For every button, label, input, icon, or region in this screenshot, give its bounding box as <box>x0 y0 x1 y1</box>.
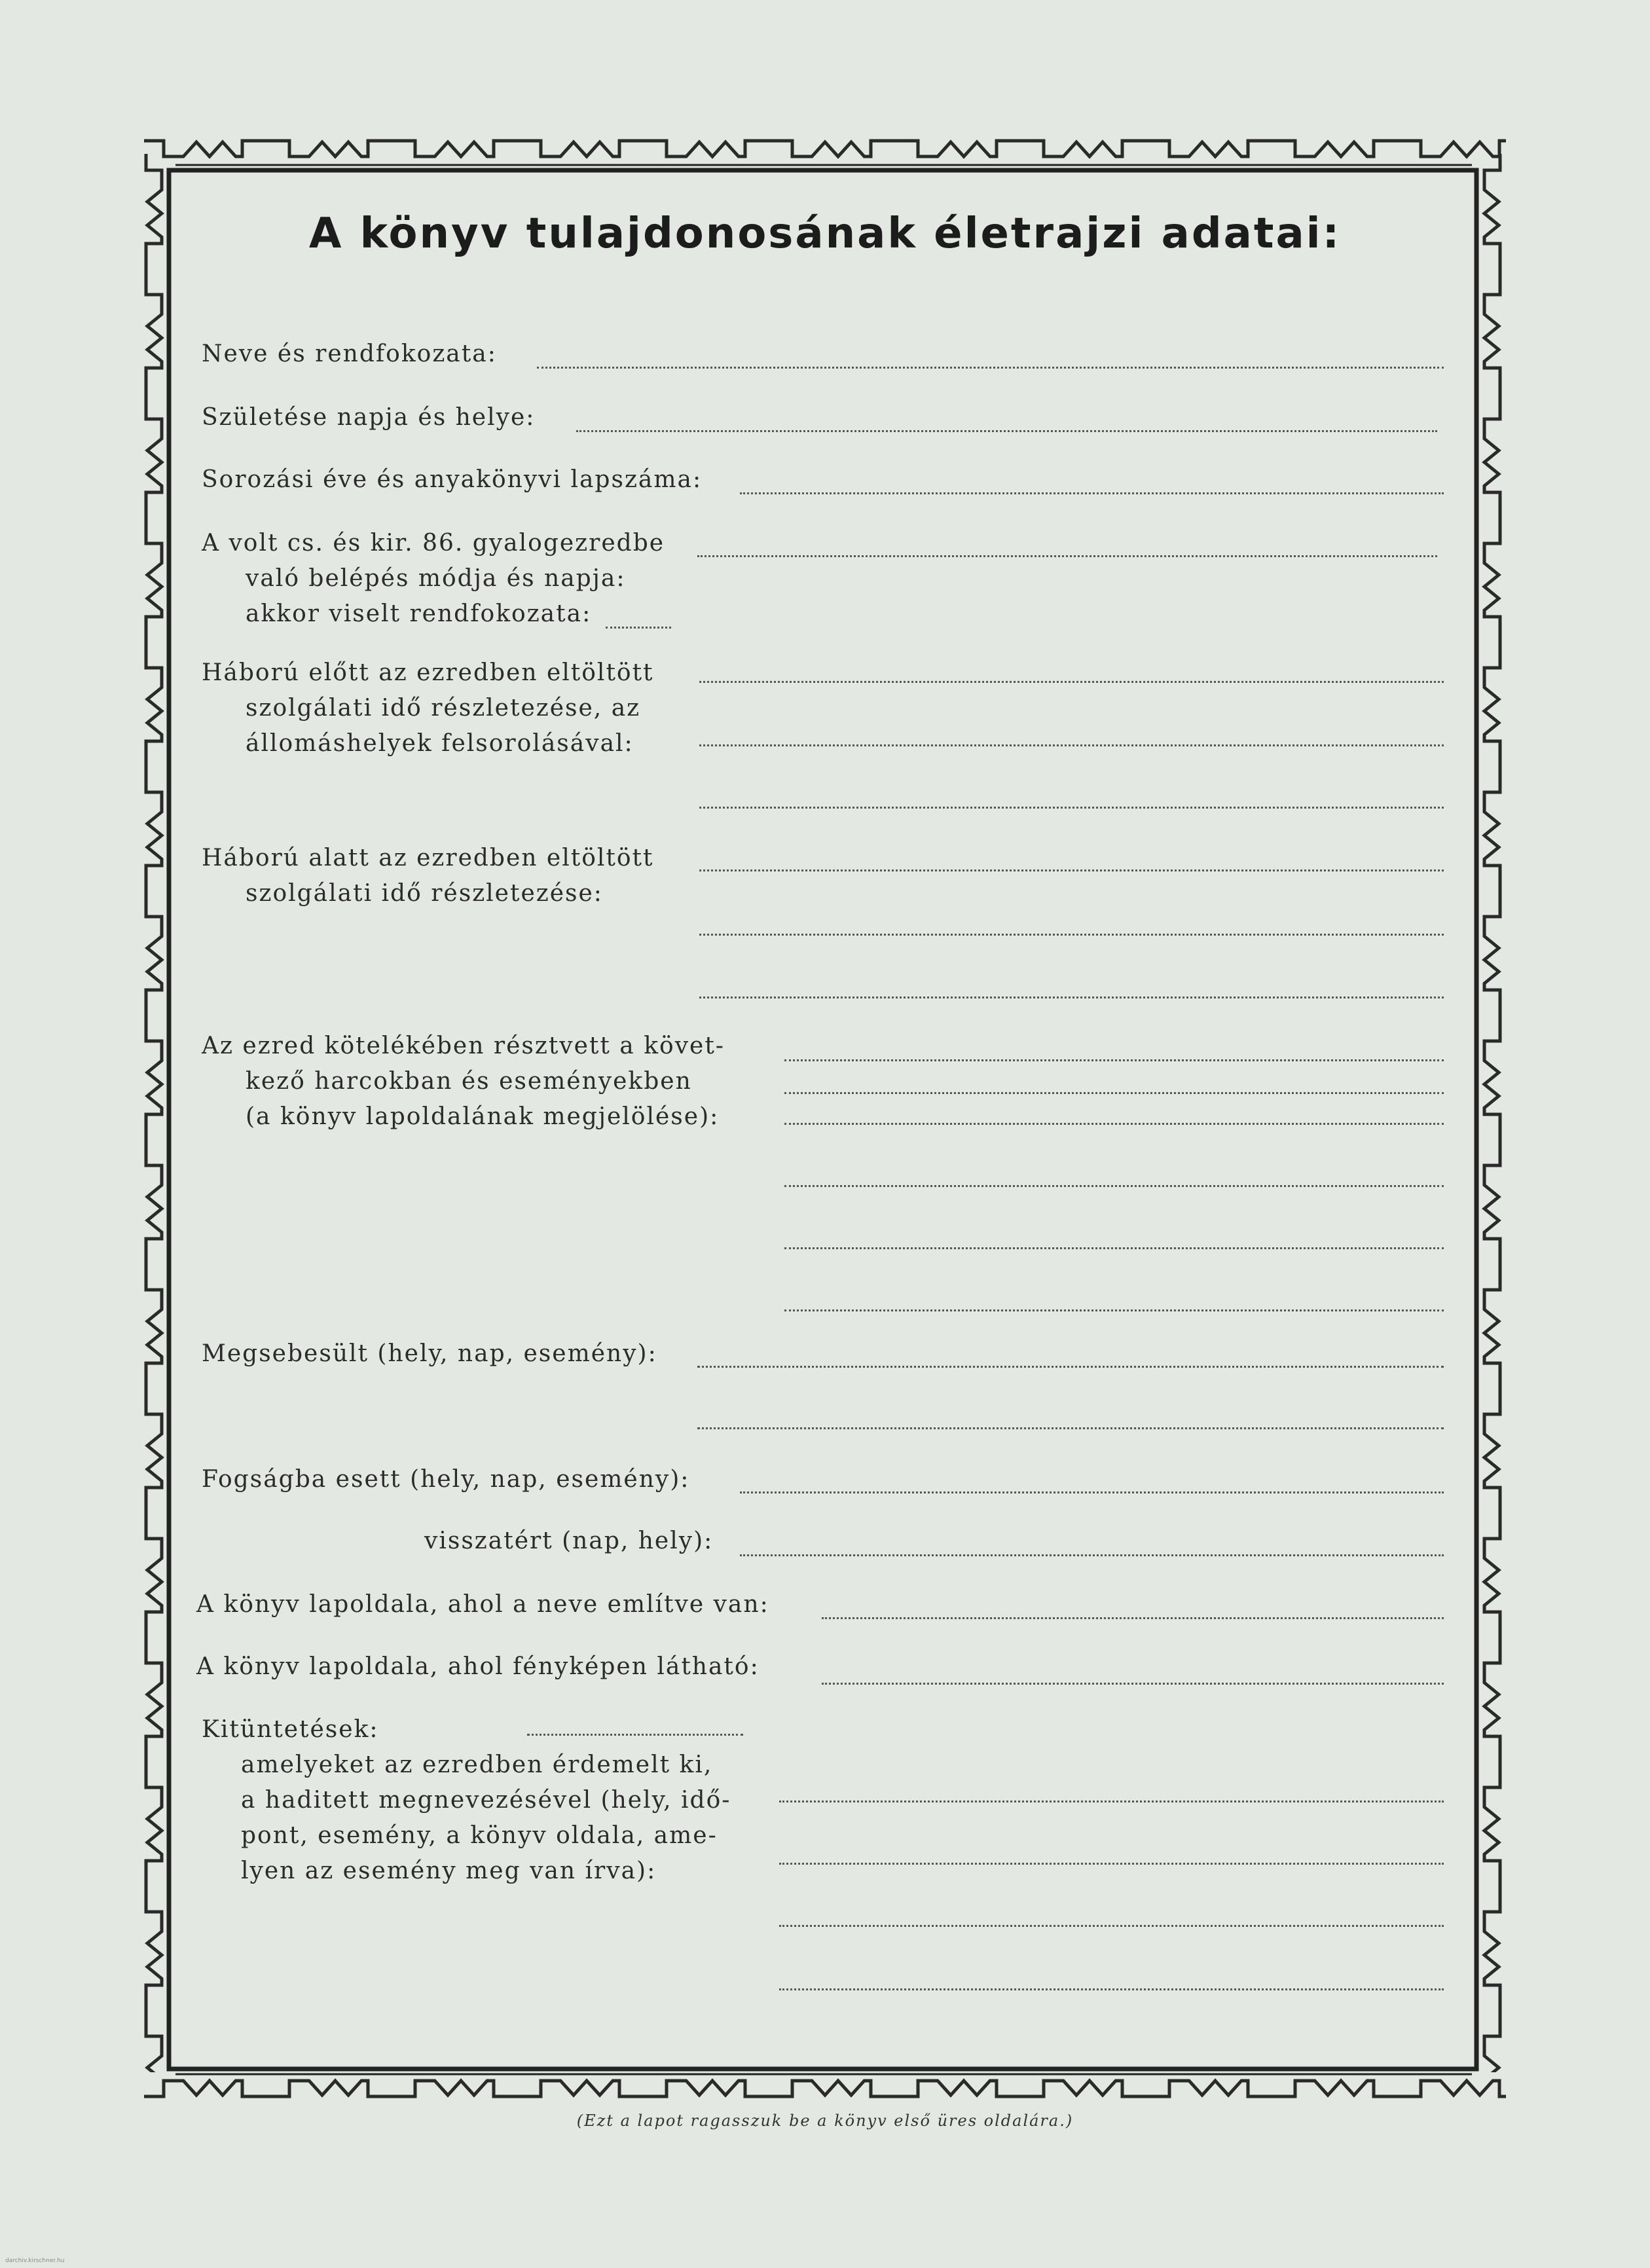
captured-line[interactable] <box>740 1491 1444 1493</box>
archive-stamp: darchiv.kirschner.hu <box>5 2258 65 2264</box>
decorations-line-4[interactable] <box>779 1925 1444 1927</box>
wartime-service-line-1[interactable] <box>699 869 1444 871</box>
footer-note: (Ezt a lapot ragasszuk be a könyv első üres oldalára.) <box>576 2112 1074 2130</box>
name-mentioned-page-label: A könyv lapoldala, ahol a neve említve van: <box>196 1591 769 1618</box>
regiment-entry-label-2: való belépés módja és napja: <box>246 565 626 592</box>
battles-line-3[interactable] <box>784 1123 1444 1125</box>
battles-line-5[interactable] <box>784 1247 1444 1249</box>
wounded-label: Megsebesült (hely, nap, esemény): <box>202 1340 657 1367</box>
regiment-entry-line[interactable] <box>697 555 1437 557</box>
birth-date-place-label: Születése napja és helye: <box>202 404 536 431</box>
prewar-service-label-3: állomáshelyek felsorolásával: <box>246 730 634 757</box>
prewar-service-line-1[interactable] <box>699 681 1444 683</box>
prewar-service-label-1: Háború előtt az ezredben eltöltött <box>202 659 654 686</box>
decorations-line-5[interactable] <box>779 1988 1444 1990</box>
battles-label-2: kező harcokban és eseményekben <box>246 1068 692 1095</box>
decorations-label-5: lyen az esemény meg van írva): <box>241 1857 657 1884</box>
decorations-label: Kitüntetések: <box>202 1716 379 1743</box>
photo-page-label: A könyv lapoldala, ahol fényképen látható: <box>196 1653 760 1680</box>
birth-date-place-line[interactable] <box>576 430 1437 432</box>
rank-at-entry-line[interactable] <box>606 627 671 629</box>
photo-page-line[interactable] <box>822 1683 1444 1685</box>
decorations-line-2[interactable] <box>779 1801 1444 1802</box>
decorations-label-2: amelyeket az ezredben érdemelt ki, <box>241 1751 713 1778</box>
wartime-service-label-2: szolgálati idő részletezése: <box>246 880 603 907</box>
regiment-entry-label-3: akkor viselt rendfokozata: <box>246 600 592 627</box>
battles-label-3: (a könyv lapoldalának megjelölése): <box>246 1103 720 1130</box>
name-rank-line[interactable] <box>537 367 1444 369</box>
name-mentioned-page-line[interactable] <box>822 1617 1444 1619</box>
name-rank-label: Neve és rendfokozata: <box>202 340 497 367</box>
page-title: A könyv tulajdonosának életrajzi adatai: <box>308 210 1342 258</box>
decorations-line-3[interactable] <box>779 1863 1444 1865</box>
regiment-entry-label-1: A volt cs. és kir. 86. gyalogezredbe <box>202 530 665 557</box>
returned-label: visszatért (nap, hely): <box>424 1527 714 1554</box>
battles-label-1: Az ezred kötelékében résztvett a követ- <box>202 1033 725 1059</box>
captured-label: Fogságba esett (hely, nap, esemény): <box>202 1466 690 1493</box>
wounded-line-2[interactable] <box>697 1427 1444 1429</box>
conscription-label: Sorozási éve és anyakönyvi lapszáma: <box>202 466 703 493</box>
battles-line-1[interactable] <box>784 1059 1444 1061</box>
prewar-service-label-2: szolgálati idő részletezése, az <box>246 695 641 722</box>
battles-line-6[interactable] <box>784 1309 1444 1311</box>
decorations-label-3: a haditett megnevezésével (hely, idő- <box>241 1787 731 1814</box>
wartime-service-line-2[interactable] <box>699 934 1444 936</box>
decorations-label-4: pont, esemény, a könyv oldala, ame- <box>241 1822 718 1849</box>
wounded-line-1[interactable] <box>697 1366 1444 1368</box>
wartime-service-label-1: Háború alatt az ezredben eltöltött <box>202 845 654 871</box>
battles-line-2[interactable] <box>784 1092 1444 1094</box>
conscription-line[interactable] <box>740 492 1444 494</box>
wartime-service-line-3[interactable] <box>699 997 1444 998</box>
decorations-line-1[interactable] <box>527 1734 743 1736</box>
prewar-service-line-3[interactable] <box>699 807 1444 809</box>
prewar-service-line-2[interactable] <box>699 744 1444 746</box>
battles-line-4[interactable] <box>784 1185 1444 1187</box>
returned-line[interactable] <box>740 1554 1444 1556</box>
